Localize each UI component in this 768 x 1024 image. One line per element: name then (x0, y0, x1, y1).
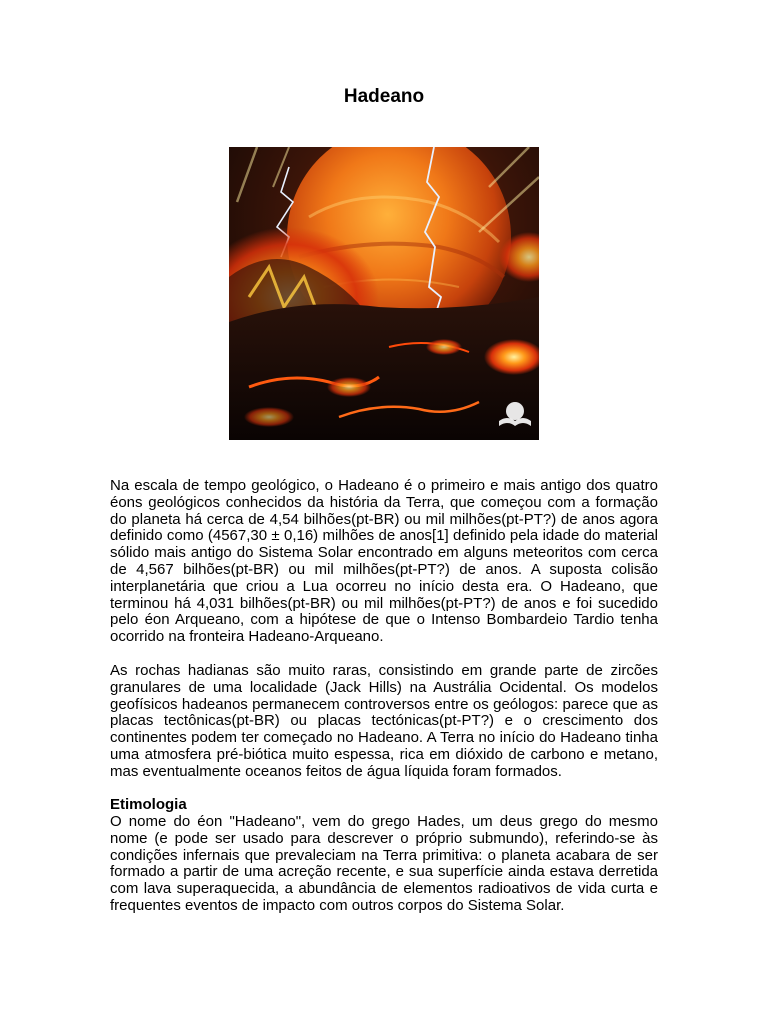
etymology-heading: Etimologia (110, 796, 187, 813)
hadean-earth-illustration (229, 147, 539, 440)
page-title: Hadeano (343, 86, 425, 107)
hadean-rocks-paragraph: As rochas hadianas são muito raras, consistindo em grande parte de zircões granulares de uma localidade (Jack Hills) na Austrália Ocidental. Os modelos geofísicos hadeanos permanecem controversos entre os geólogos: parece que as placas tectônicas(pt-BR) ou placas tectónicas(pt-PT?) e o crescimento dos continentes podem ter começado no Hadeano. A Terra no início do Hadeano tinha uma atmosfera pré-biótica muito espessa, rica em dióxido de carbono e metano, mas eventualmente oceanos feitos de água líquida foram formados. (110, 662, 658, 780)
intro-paragraph: Na escala de tempo geológico, o Hadeano é o primeiro e mais antigo dos quatro éons geológicos conhecidos da história da Terra, que começou com a formação do planeta há cerca de 4,54 bilhões(pt-BR) ou mil milhões(pt-PT?) de anos agora definido como (4567,30 ± 0,16) milhões de anos[1] definido pela idade do material sólido mais antigo do Sistema Solar encontrado em alguns meteoritos com cerca de 4,567 bilhões(pt-BR) ou mil milhões(pt-PT?) de anos. A suposta colisão interplanetária que criou a Lua ocorreu no início desta era. O Hadeano, que terminou há 4,031 bilhões(pt-BR) ou mil milhões(pt-PT?) de anos e foi sucedido pelo éon Arqueano, com a hipótese de que o Intenso Bombardeio Tardio tenha ocorrido na fronteira Hadeano-Arqueano. (110, 477, 658, 646)
etymology-paragraph: O nome do éon "Hadeano", vem do grego Hades, um deus grego do mesmo nome (e pode ser usado para descrever o próprio submundo), referindo-se às condições infernais que prevaleciam na Terra primitiva: o planeta acabara de ser formado a partir de uma acreção recente, e sua superfície ainda estava derretida com lava superaquecida, a abundância de elementos radioativos de vida curta e frequentes eventos de impacto com outros corpos do Sistema Solar. (110, 813, 658, 914)
